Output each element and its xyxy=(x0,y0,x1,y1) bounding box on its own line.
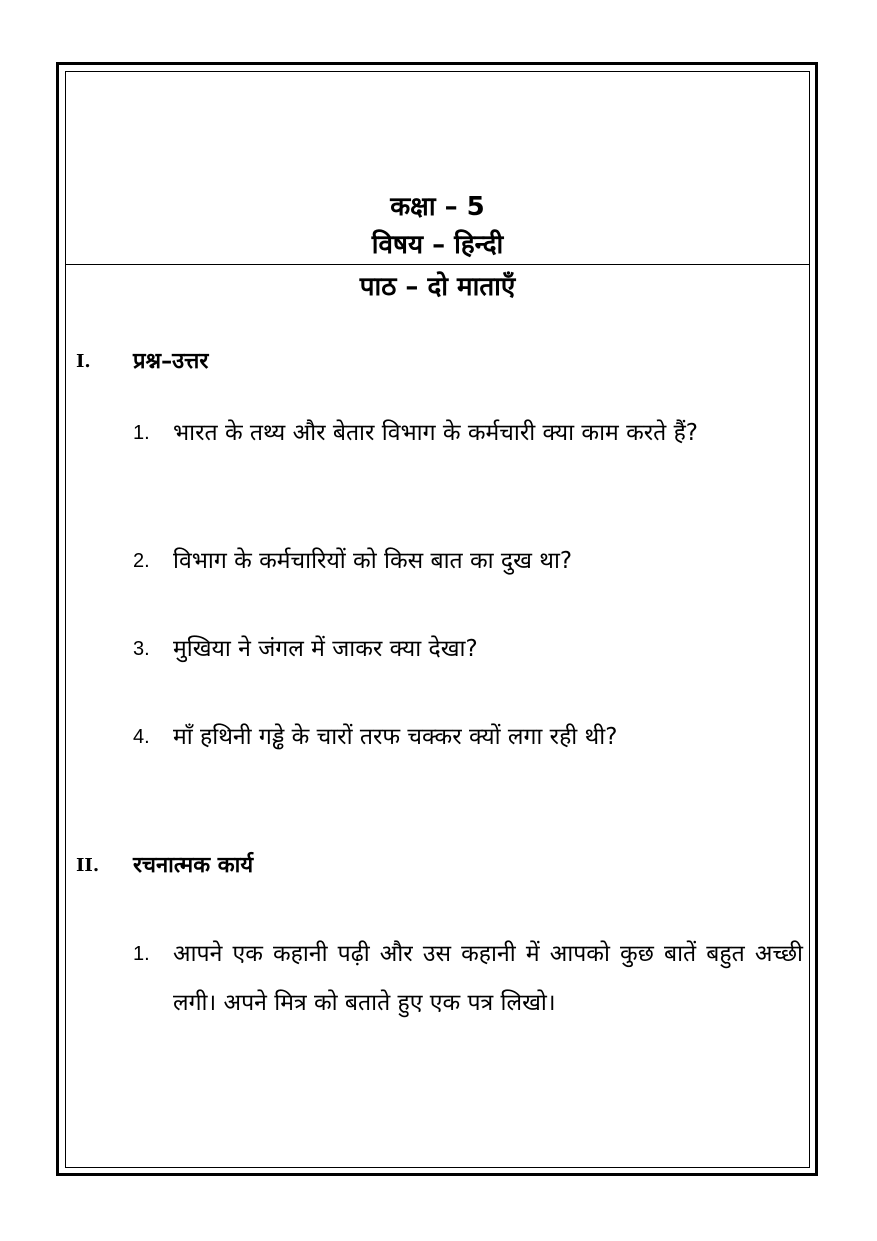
question-number: 1. xyxy=(133,422,150,444)
header-divider xyxy=(65,264,810,265)
question-text: मुखिया ने जंगल में जाकर क्या देखा? xyxy=(173,636,478,662)
question-text: माँ हथिनी गड्ढे के चारों तरफ चक्कर क्यों लगा रही थी? xyxy=(173,724,618,750)
question-number: 4. xyxy=(133,726,150,748)
class-heading: कक्षा – 5 xyxy=(390,192,485,222)
lesson-title: पाठ – दो माताएँ xyxy=(359,272,516,302)
section-title: प्रश्न–उत्तर xyxy=(133,349,209,374)
question-text: भारत के तथ्य और बेतार विभाग के कर्मचारी क्या काम करते हैं? xyxy=(173,420,699,446)
question-item xyxy=(133,410,803,456)
section-numeral: I. xyxy=(76,351,91,372)
question-number: 2. xyxy=(133,550,150,572)
task-number: 1. xyxy=(133,943,150,965)
task-item xyxy=(133,930,803,1028)
question-text: विभाग के कर्मचारियों को किस बात का दुख था? xyxy=(173,548,573,574)
question-number: 3. xyxy=(133,638,150,660)
question-item xyxy=(133,714,803,760)
section-title: रचनात्मक कार्य xyxy=(133,853,254,878)
subject-heading: विषय – हिन्दी xyxy=(371,230,504,260)
question-item xyxy=(133,626,803,672)
section-numeral: II. xyxy=(76,855,100,876)
task-text: आपने एक कहानी पढ़ी और उस कहानी में आपको कुछ बातें बहुत अच्छी लगी। अपने मित्र को बताते हुए एक पत्र लिखो। xyxy=(173,941,803,1016)
question-item xyxy=(133,538,803,584)
